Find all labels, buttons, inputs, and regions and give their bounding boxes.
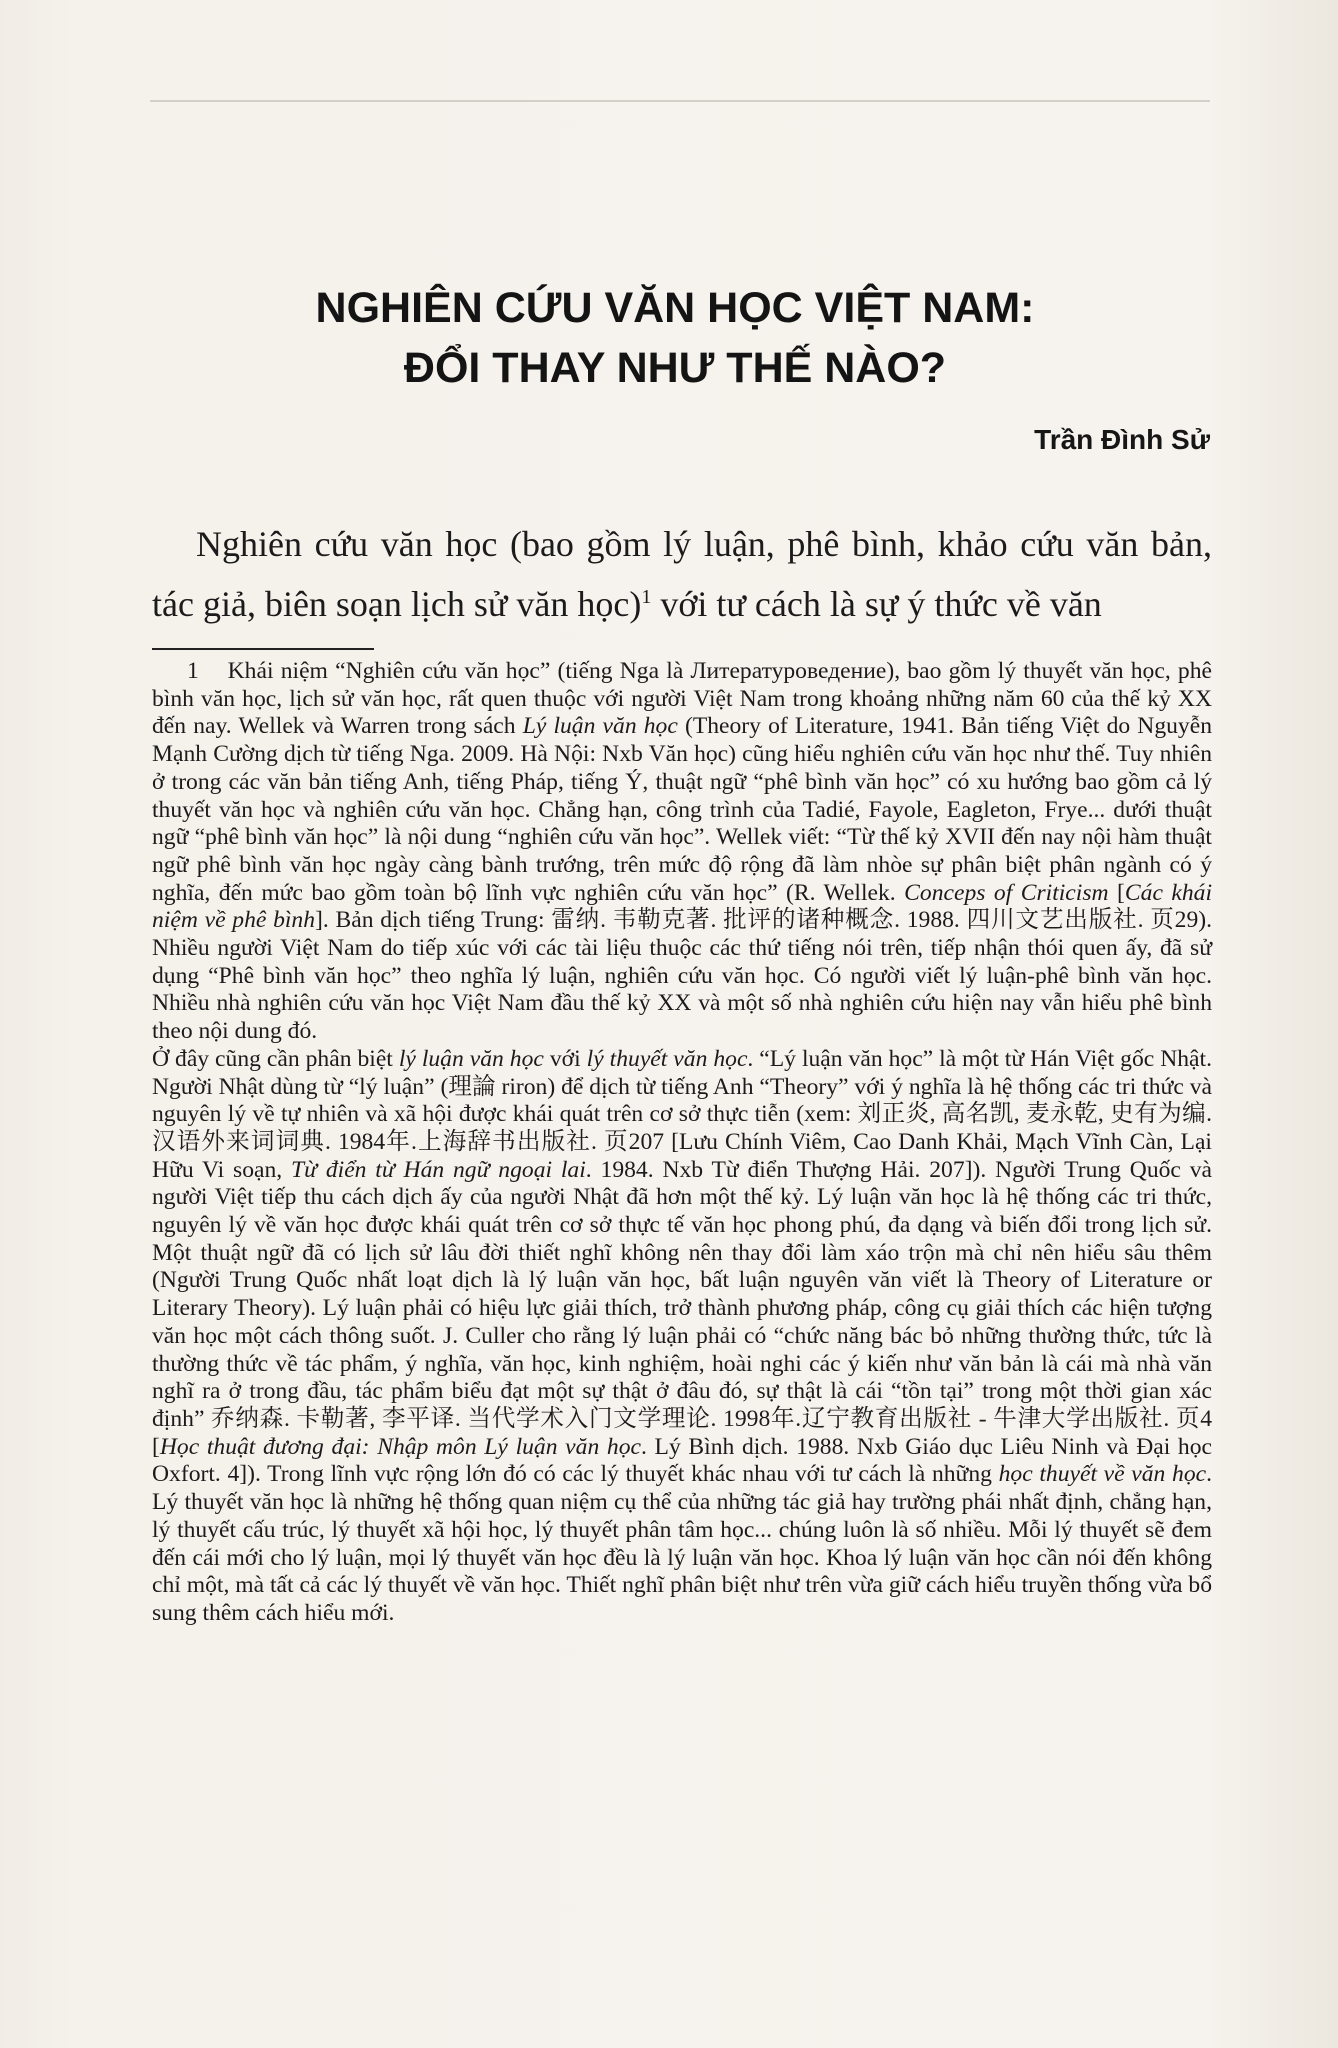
footnote-1-continuation	[152, 1046, 1212, 1628]
title-line-2: ĐỔI THAY NHƯ THẾ NÀO?	[403, 344, 947, 392]
fn2-italic-2: lý thuyết văn học	[586, 1045, 748, 1072]
fn2-italic-3: Từ điển từ Hán ngữ ngoại lai	[291, 1156, 586, 1183]
fn2-text-5: . Lý Bình dịch. 1988. Nxb Giáo dục Liêu Ninh và Đại học Oxfort. 4]). Trong lĩnh vực rộng lớn đó có các lý thuyết khác nhau với tư cách là những	[152, 1433, 1212, 1488]
footnote-separator	[152, 648, 374, 650]
fn2-text-4: . 1984. Nxb Từ điển Thượng Hải. 207]). Người Trung Quốc và người Việt tiếp thu cách dịch ấy của người Nhật đã hơn một thế kỷ. Lý luận văn học là hệ thống các tri thức, nguyên lý về văn học được khái quát trên cơ sở thực tế văn học phong phú, đa dạng và biến đổi trong lịch sử. Một thuật ngữ đã có lịch sử lâu đời thiết nghĩ không nên thay đổi làm xáo trộn mà chỉ nên hiểu sâu thêm (Người Trung Quốc nhất loạt dịch là lý luận văn học, bất luận nguyên văn viết là Theory of Literature or Literary Theory). Lý luận phải có hiệu lực giải thích, trở thành phương pháp, công cụ giải thích các hiện tượng văn học một cách thông suốt. J. Culler cho rằng lý luận phải có “chức năng bác bỏ những thường thức, tức là thường thức về tác phẩm, ý nghĩa, văn học, kinh nghiệm, hoài nghi các ý kiến như văn bản là cái mà nhà văn nghĩ ra ở trong đầu, tác phẩm biểu đạt một sự thật ở đâu đó, sự thật là cái “tồn tại” trong một thời gian xác định” 乔纳森. 卡勒著, 李平译. 当代学术入门文学理论. 1998年.辽宁教育出版社 - 牛津大学出版社. 页4 [	[152, 1156, 1212, 1460]
fn1-text-4: ]. Bản dịch tiếng Trung: 雷纳. 韦勒克著. 批评的诸种概念. 1988. 四川文艺出版社. 页29). Nhiều người Việt Nam do tiếp xúc với các tài liệu thuộc các thứ tiếng nói trên, tiếp nhận thói quen ấy, đã sử dụng “Phê bình văn học” theo nghĩa lý luận, nghiên cứu văn học. Có người viết lý luận-phê bình văn học. Nhiều nhà nghiên cứu văn học Việt Nam đầu thế kỷ XX và một số nhà nghiên cứu hiện nay vẫn hiểu phê bình theo nội dung đó.	[152, 907, 1212, 1045]
author-name: Trần Đình Sử	[1034, 424, 1210, 455]
fn1-italic-3: Các khái niệm về phê bình	[152, 879, 1213, 934]
body-text-end: với tư cách là sự ý thức về văn	[651, 584, 1102, 624]
fn2-text-3: . “Lý luận văn học” là một từ Hán Việt gốc Nhật. Người Nhật dùng từ “lý luận” (理論 riron) để dịch từ tiếng Anh “Theory” với ý nghĩa là hệ thống các tri thức và nguyên lý về tự nhiên và xã hội được khái quát trên cơ sở thực tiễn (xem: 刘正炎, 高名凯, 麦永乾, 史有为编. 汉语外来词词典. 1984年.上海辞书出版社. 页207 [Lưu Chính Viêm, Cao Danh Khải, Mạch Vĩnh Càn, Lại Hữu Vi soạn,	[152, 1045, 1212, 1183]
fn1-text-3: [	[1108, 879, 1125, 906]
fn1-text-2: (Theory of Literature, 1941. Bản tiếng Việt do Nguyễn Mạnh Cường dịch từ tiếng Nga. 2009. Hà Nội: Nxb Văn học) cũng hiểu nghiên cứu văn học như thế. Tuy nhiên ở trong các văn bản tiếng Anh, tiếng Pháp, tiếng Ý, thuật ngữ “phê bình văn học” có xu hướng bao gồm cả lý thuyết văn học và nghiên cứu văn học. Chẳng hạn, công trình của Tadié, Fayole, Eagleton, Frye... dưới thuật ngữ “phê bình văn học” là nội dung “nghiên cứu văn học”. Wellek viết: “Từ thế kỷ XVII đến nay nội hàm thuật ngữ phê bình văn học ngày càng bành trướng, trên mức độ rộng đã làm nhòe sự phân biệt phân ngành có ý nghĩa, đến mức bao gồm toàn bộ lĩnh vực nghiên cứu văn học” (R. Wellek.	[152, 713, 1213, 906]
fn2-text-1: Ở đây cũng cần phân biệt	[152, 1045, 399, 1072]
fn2-italic-1: lý luận văn học	[398, 1045, 544, 1072]
body-text-start: Nghiên cứu văn học (bao gồm lý luận, phê bình, khảo cứu văn bản, tác giả, biên soạn lịch sử văn học)	[152, 524, 1212, 624]
article-title	[150, 278, 1200, 398]
title-line-1: NGHIÊN CỨU VĂN HỌC VIỆT NAM:	[315, 284, 1035, 332]
footnotes	[152, 658, 1212, 1628]
fn2-italic-4: Học thuật đương đại: Nhập môn Lý luận văn học	[159, 1433, 641, 1460]
fn1-text-1: Khái niệm “Nghiên cứu văn học” (tiếng Nga là Литературоведение), bao gồm lý thuyết văn học, phê bình văn học, lịch sử văn học, rất quen thuộc với người Việt Nam trong khoảng những năm 60 của thế kỷ XX đến nay. Wellek và Warren trong sách	[152, 658, 1212, 740]
running-header-rule	[150, 100, 1210, 116]
footnote-ref-1[interactable]: 1	[641, 586, 652, 608]
fn2-text-6: . Lý thuyết văn học là những hệ thống quan niệm cụ thể của những tác giả hay trường phái nhất định, chẳng hạn, lý thuyết cấu trúc, lý thuyết xã hội học, lý thuyết phân tâm học... chúng luôn là số nhiều. Mỗi lý thuyết sẽ đem đến cái mới cho lý luận, mọi lý thuyết văn học đều là lý luận văn học. Khoa lý luận văn học cần nói đến không chỉ một, mà tất cả các lý thuyết về văn học. Thiết nghĩ phân biệt như trên vừa giữ cách hiểu truyền thống vừa bổ sung thêm cách hiểu mới.	[152, 1461, 1212, 1626]
footnote-1	[152, 658, 1212, 1046]
fn2-text-2: với	[543, 1045, 587, 1072]
body-paragraph	[152, 514, 1212, 634]
fn1-italic-1: Lý luận văn học	[522, 713, 678, 740]
fn2-italic-5: học thuyết về văn học	[998, 1461, 1207, 1488]
fn1-italic-2: Conceps of Criticism	[904, 879, 1109, 906]
footnote-1-marker: 1	[187, 658, 199, 684]
